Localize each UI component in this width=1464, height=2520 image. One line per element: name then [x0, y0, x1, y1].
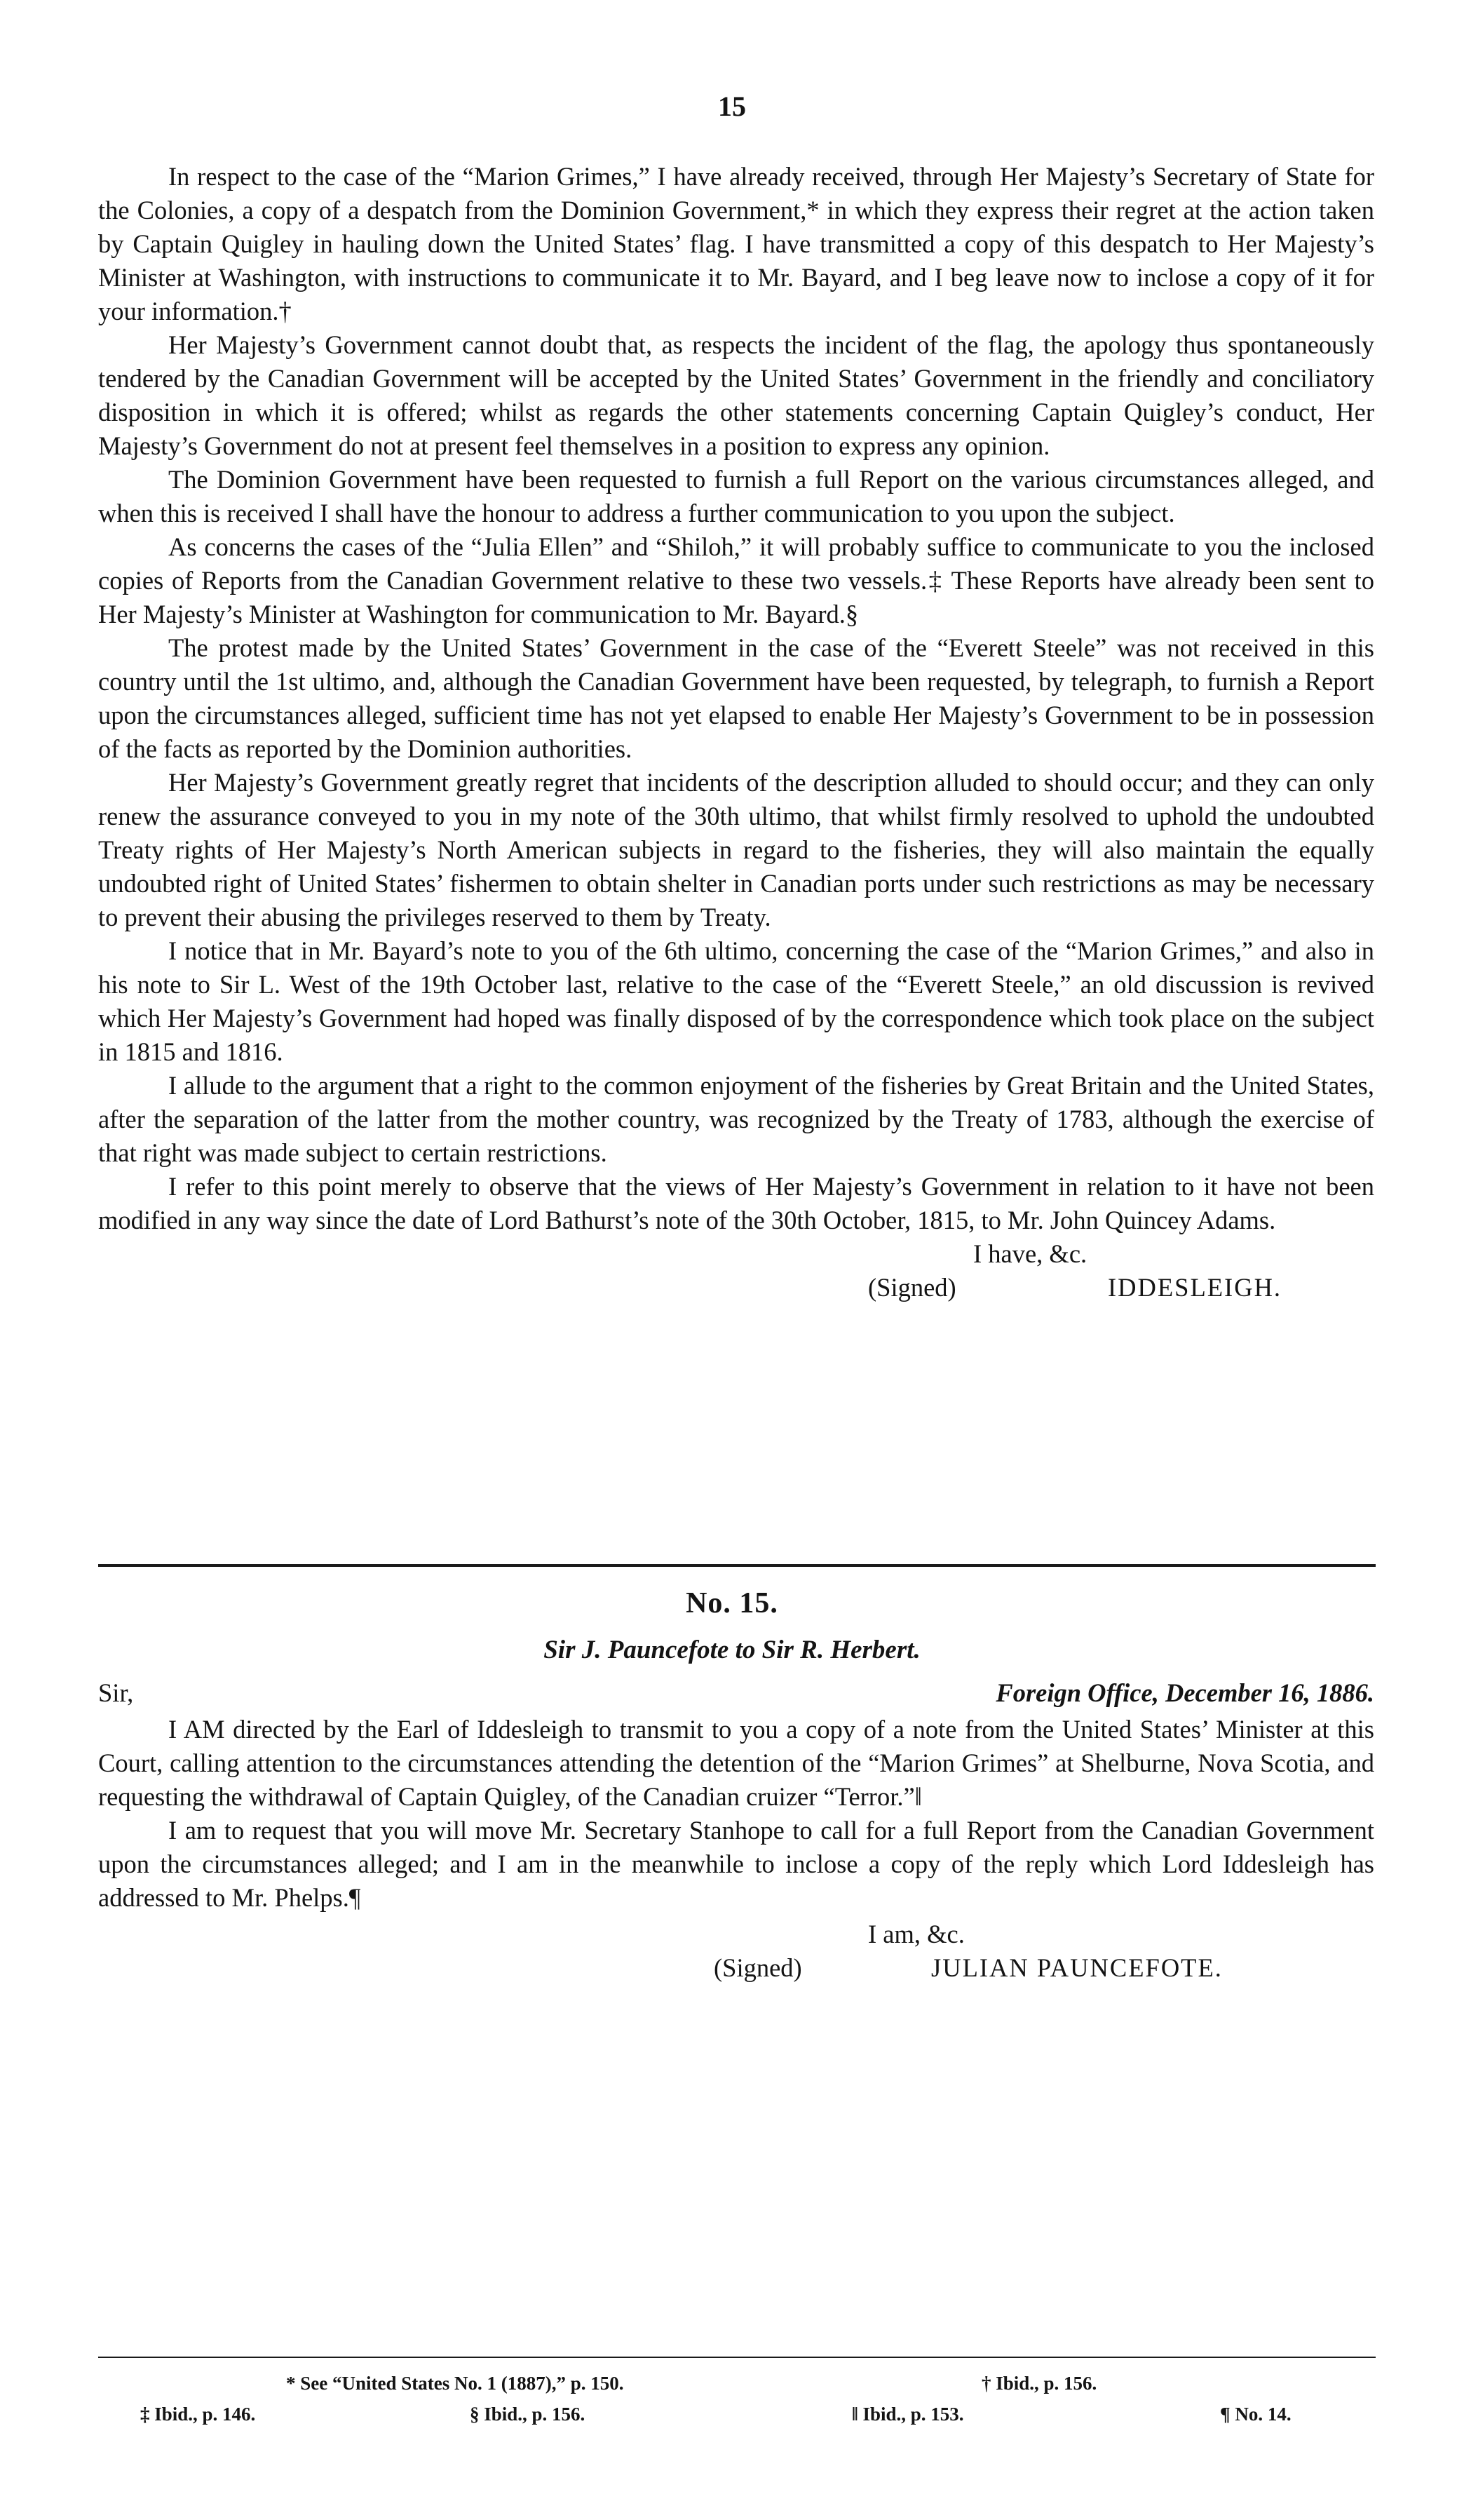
footnote: * See “United States No. 1 (1887),” p. 150. — [286, 2373, 624, 2394]
signatory: JULIAN PAUNCEFOTE. — [931, 1953, 1223, 1982]
paragraph: I AM directed by the Earl of Iddesleigh to transmit to you a copy of a note from the United States’ Minister at this Court, calling attention to the circumstances attending the detention of the “Marion Grimes” at Shelburne, Nova Scotia, and requesting the withdrawal of Captain Quigley, of the Canadian cruizer “Terror.”‖ — [98, 1715, 1374, 1811]
paragraph: Her Majesty’s Government cannot doubt that, as respects the incident of the flag, the apology thus spontaneously tendered by the Canadian Government will be accepted by the United States’ Government in the friendly and conciliatory disposition in which it is offered; whilst as regards the other statements concerning Captain Quigley’s conduct, Her Majesty’s Government do not at present feel themselves in a position to express any opinion. — [98, 330, 1374, 460]
paragraph: Her Majesty’s Government greatly regret that incidents of the description alluded to should occur; and they can only renew the assurance conveyed to you in my note of the 30th ultimo, that whilst firmly resolved to uphold the undoubted Treaty rights of Her Majesty’s North American subjects in regard to the fisheries, they will also maintain the equally undoubted right of United States’ fishermen to obtain shelter in Canadian ports under such restrictions as may be necessary to prevent their abusing the privileges reserved to them by Treaty. — [98, 768, 1374, 931]
paragraph: I allude to the argument that a right to the common enjoyment of the fisheries by Great Britain and the United States, after the separation of the latter from the mother country, was recognized by the Treaty of 1783, although the exercise of that right was made subject to certain restrictions. — [98, 1071, 1374, 1167]
footnote-divider — [98, 2357, 1376, 2358]
closing-formula: I am, &c. — [868, 1920, 965, 1948]
paragraph: The Dominion Government have been requested to furnish a full Report on the various circumstances alleged, and when this is received I shall have the honour to address a further communication to you upon the subject. — [98, 465, 1374, 527]
document-heading: Sir J. Pauncefote to Sir R. Herbert. — [543, 1636, 921, 1664]
paragraph: The protest made by the United States’ Government in the case of the “Everett Steele” was not received in this country until the 1st ultimo, and, although the Canadian Government have been requested, by telegraph, to furnish a Report upon the circumstances alleged, sufficient time has not yet elapsed to enable Her Majesty’s Government to be in possession of the facts as reported by the Dominion authorities. — [98, 633, 1374, 763]
letter-2-closing — [98, 1918, 1374, 1986]
closing-formula: I have, &c. — [973, 1239, 1087, 1268]
paragraph: I refer to this point merely to observe that the views of Her Majesty’s Government in relation to it have not been modified in any way since the date of Lord Bathurst’s note of the 30th October, 1815, to Mr. John Quincey Adams. — [98, 1172, 1374, 1234]
footnote: ‡ Ibid., p. 146. — [140, 2404, 256, 2425]
place: Foreign Office, — [996, 1678, 1159, 1707]
paragraph: I am to request that you will move Mr. Secretary Stanhope to call for a full Report from the Canadian Government upon the circumstances alleged; and I am in the meanwhile to inclose a copy of the reply which Lord Iddesleigh has addressed to Mr. Phelps.¶ — [98, 1816, 1374, 1912]
date: December 16, 1886. — [1165, 1678, 1374, 1707]
page-number: 15 — [718, 90, 746, 122]
salutation: Sir, — [98, 1678, 134, 1707]
letter-1-body — [98, 160, 1374, 1306]
footnote: ‖ Ibid., p. 153. — [852, 2404, 964, 2425]
paragraph: In respect to the case of the “Marion Grimes,” I have already received, through Her Majesty’s Secretary of State for the Colonies, a copy of a despatch from the Dominion Government,* in which they express their regret at the action taken by Captain Quigley in hauling down the United States’ flag. I have transmitted a copy of this despatch to Her Majesty’s Minister at Washington, with instructions to communicate it to Mr. Bayard, and I beg leave now to inclose a copy of it for your information.† — [98, 162, 1374, 325]
footnote: † Ibid., p. 156. — [982, 2373, 1097, 2394]
letter-2-body — [98, 1713, 1374, 1986]
footnote: ¶ No. 14. — [1220, 2404, 1292, 2425]
document-number: No. 15. — [686, 1587, 778, 1619]
signatory: IDDESLEIGH. — [1108, 1273, 1282, 1302]
signed-label: (Signed) — [714, 1953, 802, 1982]
section-divider — [98, 1564, 1376, 1567]
paragraph: As concerns the cases of the “Julia Ellen” and “Shiloh,” it will probably suffice to communicate to you the inclosed copies of Reports from the Canadian Government relative to these two vessels.‡ These Reports have already been sent to Her Majesty’s Minister at Washington for communication to Mr. Bayard.§ — [98, 532, 1374, 628]
footnote: § Ibid., p. 156. — [470, 2404, 585, 2425]
signed-label: (Signed) — [868, 1273, 956, 1302]
paragraph: I notice that in Mr. Bayard’s note to you of the 6th ultimo, concerning the case of the “Marion Grimes,” and also in his note to Sir L. West of the 19th October last, relative to the case of the “Everett Steele,” an old discussion is revived which Her Majesty’s Government had hoped was finally disposed of by the correspondence which took place on the subject in 1815 and 1816. — [98, 936, 1374, 1066]
letter-1-closing — [98, 1237, 1374, 1306]
dateline — [996, 1678, 1374, 1708]
